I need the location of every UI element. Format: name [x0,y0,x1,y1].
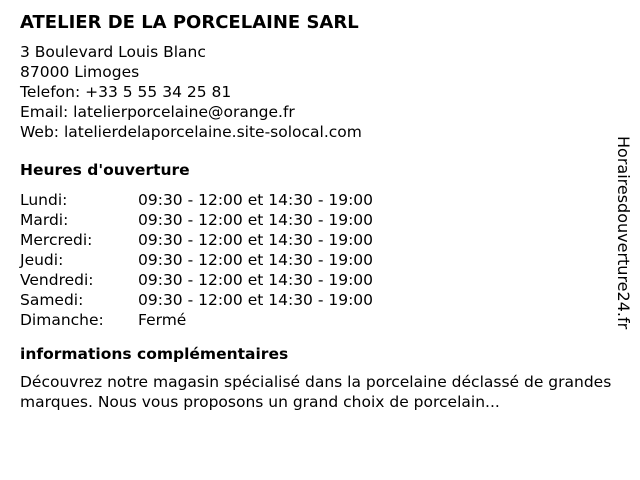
hours-row-sunday [20,310,610,330]
website: Web: latelierdelaporcelaine.site-solocal.com [20,123,362,141]
day-label: Lundi: [20,191,68,209]
phone: Telefon: +33 5 55 34 25 81 [20,83,232,101]
business-card [20,10,610,412]
hours-table [20,190,610,330]
street-address: 3 Boulevard Louis Blanc [20,43,206,61]
day-label: Mardi: [20,211,69,229]
day-label: Vendredi: [20,271,94,289]
info-title: informations complémentaires [20,345,289,363]
day-hours: 09:30 - 12:00 et 14:30 - 19:00 [138,291,374,309]
hours-row-wednesday [20,230,610,250]
day-hours: 09:30 - 12:00 et 14:30 - 19:00 [138,251,374,269]
city: 87000 Limoges [20,63,140,81]
hours-title: Heures d'ouverture [20,161,190,179]
hours-row-friday [20,270,610,290]
hours-row-monday [20,190,610,210]
day-hours: 09:30 - 12:00 et 14:30 - 19:00 [138,211,374,229]
day-hours: 09:30 - 12:00 et 14:30 - 19:00 [138,271,374,289]
hours-row-thursday [20,250,610,270]
hours-row-tuesday [20,210,610,230]
day-hours: 09:30 - 12:00 et 14:30 - 19:00 [138,231,374,249]
day-label: Jeudi: [20,251,64,269]
day-hours: 09:30 - 12:00 et 14:30 - 19:00 [138,191,374,209]
hours-row-saturday [20,290,610,310]
day-label: Dimanche: [20,311,104,329]
business-name: ATELIER DE LA PORCELAINE SARL [20,12,359,33]
day-label: Mercredi: [20,231,93,249]
email: Email: latelierporcelaine@orange.fr [20,103,295,121]
day-label: Samedi: [20,291,84,309]
site-watermark: Horairesdouverture24.fr [614,136,633,330]
day-hours: Fermé [138,311,187,329]
description: Découvrez notre magasin spécialisé dans la porcelaine déclassé de grandes marques. Nous vous proposons un grand choix de porcelain... [20,373,612,411]
